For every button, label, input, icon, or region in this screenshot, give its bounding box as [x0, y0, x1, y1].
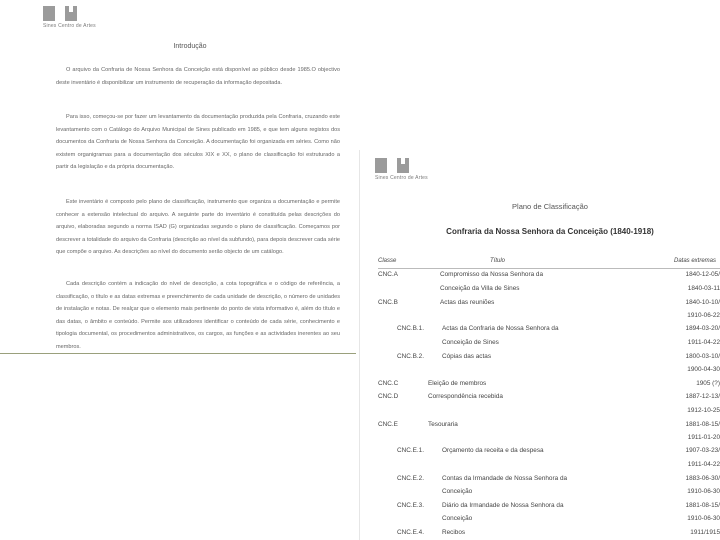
row-title: Tesouraria — [428, 421, 458, 428]
logo — [43, 6, 96, 29]
row-code: CNC.E.4. — [397, 529, 424, 536]
plan-subtitle: Confraria da Nossa Senhora da Conceição (1840-1918) — [446, 227, 654, 236]
row-code: CNC.E.2. — [397, 475, 424, 482]
table-row — [360, 421, 720, 433]
row-date: 1894-03-20/ — [685, 325, 720, 332]
logo — [375, 158, 428, 181]
table-row — [360, 285, 720, 297]
header-dates: Datas extremas — [673, 258, 716, 264]
row-title: Actas da Confraria de Nossa Senhora da — [442, 325, 559, 332]
row-title: Orçamento da receita e da despesa — [442, 447, 544, 454]
introduction-page — [0, 0, 356, 354]
row-code: CNC.B.2. — [397, 353, 424, 360]
row-code: CNC.E — [378, 421, 398, 428]
row-date: 1900-04-30 — [687, 366, 720, 373]
paragraph-2: Para isso, começou-se por fazer um levantamento da documentação produzida pela Confraria, cruzando este levantamento com o Catálogo do Arquivo Municipal de Sines publicado em 1985, e que tem alguns registos dos documentos da Confraria de Nossa Senhora da Conceição. A documentação foi organizada em séries. Como não existem organigramas para a documentação dos séculos XIX e XX, o plano de classificação foi estruturado a partir da legislação e da própria documentação. — [56, 114, 340, 171]
table-row — [360, 407, 720, 419]
row-title: Conceição — [442, 488, 473, 495]
table-row — [360, 380, 720, 392]
table-row — [360, 312, 720, 324]
row-date: 1887-12-13/ — [685, 393, 720, 400]
row-title: Cópias das actas — [442, 353, 492, 360]
plan-title: Plano de Classificação — [512, 202, 588, 211]
classification-plan-page — [360, 150, 720, 540]
table-row — [360, 529, 720, 540]
logo-label: Sines Centro de Artes — [43, 23, 96, 29]
table-row — [360, 434, 720, 446]
row-title: Eleição de membros — [428, 380, 487, 387]
row-title: Actas das reuniões — [440, 299, 495, 306]
row-date: 1840-12-05/ — [685, 271, 720, 278]
paragraph-1: O arquivo da Confraria de Nossa Senhora da Conceição está disponível ao público desde 1985.O objectivo deste inventário é disponibilizar um instrumento de recuperação da informação depositada. — [56, 67, 340, 86]
header-title: Título — [490, 258, 506, 264]
table-row — [360, 502, 720, 514]
table-row — [360, 475, 720, 487]
row-date: 1910-06-30 — [687, 488, 720, 495]
row-title: Correspondência recebida — [428, 393, 503, 400]
paragraph-3: Este inventário é composto pelo plano de classificação, instrumento que organiza a documentação e permite conhecer a extensão intelectual do arquivo. A seguinte parte do inventário é constituída pelas descrições do arquivo, elaboradas segundo a norma ISAD (G) organizadas segundo o plano de classificação. Começamos por descrever a totalidade do arquivo da Confraria (descrição ao nível da subfundo), para depois descrever cada série que compõe o arquivo. As descrições ao nível do documento serão objecto de um catálogo. — [56, 199, 340, 256]
row-date: 1840-03-11 — [687, 285, 720, 292]
row-title: Contas da Irmandade de Nossa Senhora da — [442, 475, 568, 482]
table-row — [360, 366, 720, 378]
table-row — [360, 488, 720, 500]
row-title: Conceição — [442, 515, 473, 522]
row-title: Diário da Irmandade de Nossa Senhora da — [442, 502, 564, 509]
row-title: Conceição da Villa de Sines — [440, 285, 520, 292]
table-row — [360, 447, 720, 459]
row-code: CNC.B — [378, 299, 398, 306]
table-row — [360, 461, 720, 473]
row-date: 1840-10-10/ — [685, 299, 720, 306]
table-row — [360, 515, 720, 527]
table-row — [360, 393, 720, 405]
row-date: 1911/1915 — [690, 529, 720, 536]
logo-label: Sines Centro de Artes — [375, 175, 428, 181]
row-code: CNC.D — [378, 393, 399, 400]
row-date: 1910-06-22 — [687, 312, 720, 319]
row-date: 1881-08-15/ — [685, 421, 720, 428]
row-code: CNC.B.1. — [397, 325, 424, 332]
table-row — [360, 299, 720, 311]
table-row — [360, 325, 720, 337]
row-title: Recibos — [442, 529, 466, 536]
page-edge-line — [0, 353, 356, 354]
table-row — [360, 353, 720, 365]
row-date: 1911-04-22 — [687, 461, 720, 468]
table-row — [360, 271, 720, 283]
row-code: CNC.C — [378, 380, 399, 387]
header-class: Classe — [378, 258, 397, 264]
row-date: 1910-06-30 — [687, 515, 720, 522]
row-date: 1907-03-23/ — [685, 447, 720, 454]
row-date: 1911-04-22 — [687, 339, 720, 346]
row-date: 1911-01-20 — [687, 434, 720, 441]
row-title: Compromisso da Nossa Senhora da — [440, 271, 544, 278]
row-title: Conceição de Sines — [442, 339, 499, 346]
row-code: CNC.E.3. — [397, 502, 424, 509]
row-date: 1800-03-10/ — [685, 353, 720, 360]
row-code: CNC.E.1. — [397, 447, 424, 454]
table-row — [360, 339, 720, 351]
header-rule — [378, 268, 720, 269]
row-date: 1912-10-25 — [687, 407, 720, 414]
row-date: 1883-06-30/ — [685, 475, 720, 482]
row-code: CNC.A — [378, 271, 398, 278]
page-title: Introdução — [173, 43, 207, 50]
row-date: 1881-08-15/ — [685, 502, 720, 509]
paragraph-4: Cada descrição contém a indicação do nível de descrição, a cota topográfica e o código de referência, a classificação, o título e as datas extremas e preenchimento de cada unidade de descrição, o número de unidades de instalação e notas. De realçar que o elemento mais pertinente do ponto de vista informativo é, além do título e das datas, o âmbito e conteúdo. Permite aos utilizadores identificar o conteúdo de cada série, conhecimento e tipologia documental, os procedimentos administrativos, os cargos, as funções e as actividades inerentes ao seu membros. — [56, 281, 340, 350]
row-date: 1905 (?) — [696, 380, 720, 387]
